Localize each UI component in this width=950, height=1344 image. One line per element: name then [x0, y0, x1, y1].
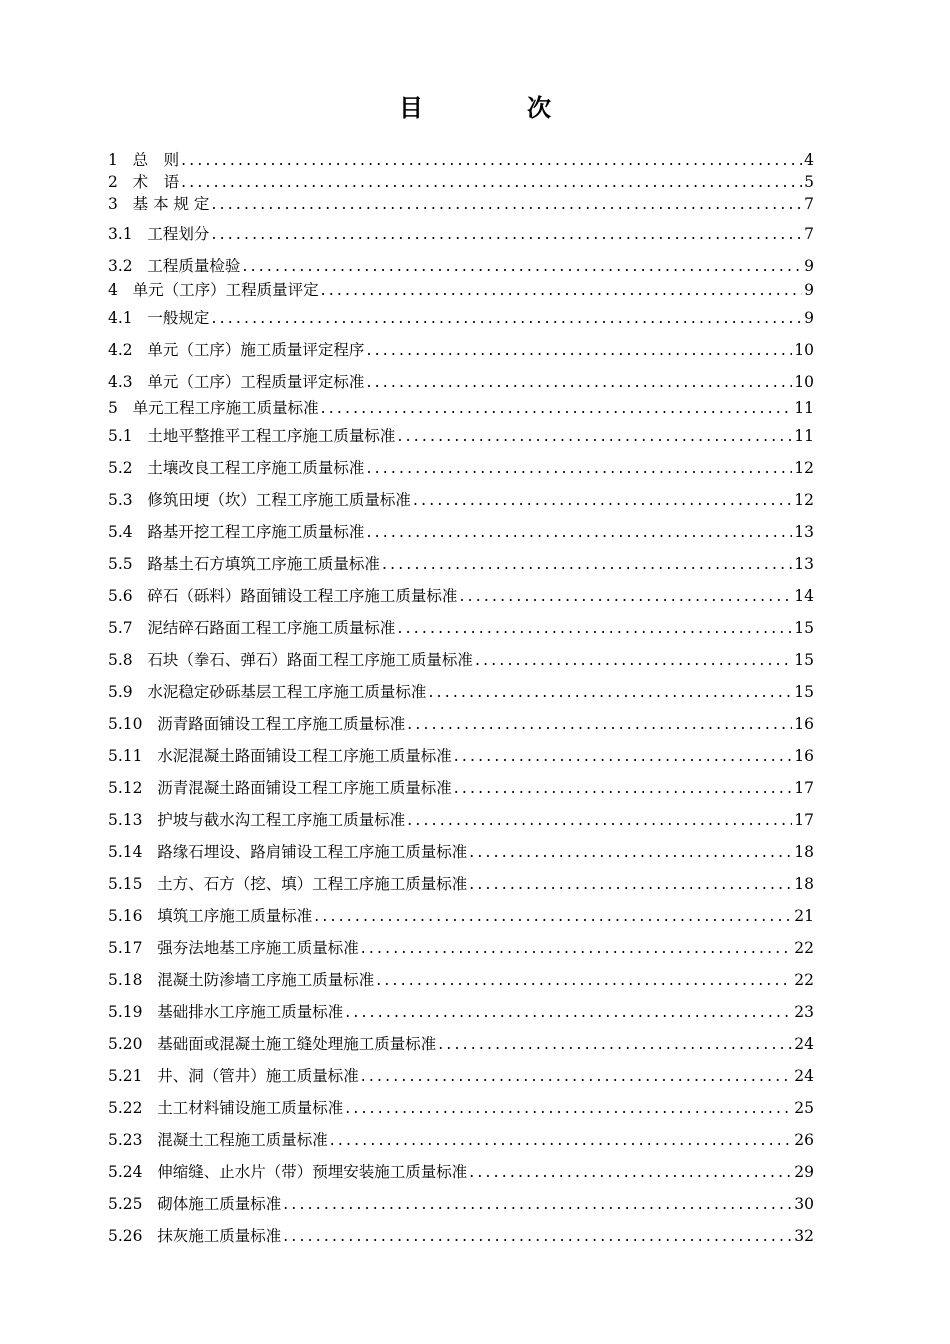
toc-dot-leader [366, 458, 792, 478]
toc-dot-leader [366, 340, 792, 360]
toc-entry-page: 15 [794, 683, 814, 701]
toc-entry-label: 1 总 则 [108, 151, 180, 169]
toc-entry-label: 5.17 强夯法地基工序施工质量标准 [108, 939, 359, 957]
toc-entry[interactable] [108, 744, 814, 766]
toc-entry-page: 24 [794, 1035, 814, 1053]
toc-dot-leader [330, 1130, 792, 1150]
toc-entry-label: 5.13 护坡与截水沟工程工序施工质量标准 [108, 811, 406, 829]
toc-entry[interactable] [108, 616, 814, 638]
page-title: 目 次 [399, 93, 591, 122]
toc-entry-label: 4.3 单元（工序）工程质量评定标准 [108, 373, 365, 391]
toc-entry-label: 3 基 本 规 定 [108, 195, 210, 213]
toc-entry-page: 25 [794, 1099, 814, 1117]
toc-entry[interactable] [108, 520, 814, 542]
toc-entry-label: 5.15 土方、石方（挖、填）工程工序施工质量标准 [108, 875, 468, 893]
toc-entry-page: 21 [794, 907, 814, 925]
toc-entry-label: 5.1 土地平整推平工程工序施工质量标准 [108, 427, 396, 445]
toc-entry-label: 5.24 伸缩缝、止水片（带）预埋安装施工质量标准 [108, 1163, 468, 1181]
toc-dot-leader [469, 842, 792, 862]
toc-entry[interactable] [108, 840, 814, 862]
toc-entry-page: 13 [794, 523, 814, 541]
toc-entry-label: 5.8 石块（拳石、弹石）路面工程工序施工质量标准 [108, 651, 473, 669]
toc-entry-label: 5.26 抹灰施工质量标准 [108, 1227, 282, 1245]
toc-entry-label: 5.9 水泥稳定砂砾基层工程工序施工质量标准 [108, 683, 427, 701]
toc-entry-label: 5.3 修筑田埂（坎）工程工序施工质量标准 [108, 491, 411, 509]
toc-entry-page: 13 [794, 555, 814, 573]
toc-entry[interactable] [108, 904, 814, 926]
toc-entry-page: 17 [794, 811, 814, 829]
toc-entry[interactable] [108, 370, 814, 392]
toc-dot-leader [397, 426, 792, 446]
toc-entry[interactable] [108, 148, 814, 170]
toc-entry[interactable] [108, 456, 814, 478]
toc-dot-leader [211, 224, 802, 244]
toc-entry-label: 2 术 语 [108, 173, 180, 191]
toc-entry[interactable] [108, 968, 814, 990]
toc-dot-leader [345, 1002, 792, 1022]
toc-entry-page: 12 [794, 459, 814, 477]
toc-dot-leader [242, 256, 802, 276]
toc-dot-leader [366, 522, 792, 542]
toc-entry-page: 9 [804, 281, 814, 299]
toc-entry-label: 5.16 填筑工序施工质量标准 [108, 907, 313, 925]
toc-entry[interactable] [108, 648, 814, 670]
toc-entry-label: 4.1 一般规定 [108, 309, 210, 327]
toc-entry-label: 5.18 混凝土防渗墙工序施工质量标准 [108, 971, 375, 989]
toc-entry-label: 5.22 土工材料铺设施工质量标准 [108, 1099, 344, 1117]
toc-dot-leader [469, 874, 792, 894]
toc-entry-page: 32 [794, 1227, 814, 1245]
toc-entry[interactable] [108, 170, 814, 192]
toc-entry-label: 5.4 路基开挖工程工序施工质量标准 [108, 523, 365, 541]
toc-dot-leader [181, 150, 802, 170]
toc-dot-leader [438, 1034, 792, 1054]
toc-dot-leader [366, 372, 792, 392]
toc-entry-label: 5.10 沥青路面铺设工程工序施工质量标准 [108, 715, 406, 733]
toc-entry-label: 5.2 土壤改良工程工序施工质量标准 [108, 459, 365, 477]
toc-dot-leader [413, 490, 792, 510]
toc-entry-page: 30 [794, 1195, 814, 1213]
toc-entry-label: 5.25 砌体施工质量标准 [108, 1195, 282, 1213]
toc-entry[interactable] [108, 1000, 814, 1022]
toc-entry[interactable] [108, 680, 814, 702]
toc-dot-leader [397, 618, 792, 638]
toc-entry-page: 18 [794, 875, 814, 893]
toc-entry[interactable] [108, 584, 814, 606]
toc-entry-page: 22 [794, 971, 814, 989]
toc-entry-label: 5.5 路基土石方填筑工序施工质量标准 [108, 555, 380, 573]
toc-entry-label: 5.23 混凝土工程施工质量标准 [108, 1131, 328, 1149]
toc-entry-label: 4.2 单元（工序）施工质量评定程序 [108, 341, 365, 359]
toc-dot-leader [454, 746, 792, 766]
toc-entry[interactable] [108, 306, 814, 328]
toc-dot-leader [407, 810, 792, 830]
toc-entry[interactable] [108, 338, 814, 360]
toc-entry-page: 18 [794, 843, 814, 861]
toc-entry-page: 26 [794, 1131, 814, 1149]
toc-entry-label: 3.1 工程划分 [108, 225, 210, 243]
toc-entry-page: 17 [794, 779, 814, 797]
toc-entry-page: 10 [794, 373, 814, 391]
toc-entry[interactable] [108, 776, 814, 798]
toc-entry[interactable] [108, 278, 814, 300]
toc-entry-label: 5.11 水泥混凝土路面铺设工程工序施工质量标准 [108, 747, 452, 765]
toc-entry-label: 5.7 泥结碎石路面工程工序施工质量标准 [108, 619, 396, 637]
toc-entry[interactable] [108, 872, 814, 894]
toc-entry-page: 14 [794, 587, 814, 605]
toc-entry[interactable] [108, 1032, 814, 1054]
toc-entry[interactable] [108, 488, 814, 510]
toc-entry[interactable] [108, 1096, 814, 1118]
toc-entry[interactable] [108, 936, 814, 958]
toc-entry-label: 5.20 基础面或混凝土施工缝处理施工质量标准 [108, 1035, 437, 1053]
toc-entry-page: 9 [804, 309, 814, 327]
toc-dot-leader [211, 308, 802, 328]
toc-entry-label: 4 单元（工序）工程质量评定 [108, 281, 319, 299]
toc-dot-leader [454, 778, 792, 798]
toc-entry-page: 10 [794, 341, 814, 359]
toc-entry-label: 5.19 基础排水工序施工质量标准 [108, 1003, 344, 1021]
toc-dot-leader [181, 172, 802, 192]
toc-dot-leader [314, 906, 792, 926]
toc-dot-leader [407, 714, 792, 734]
toc-entry-page: 23 [794, 1003, 814, 1021]
toc-entry-page: 22 [794, 939, 814, 957]
toc-entry-label: 5.14 路缘石埋设、路肩铺设工程工序施工质量标准 [108, 843, 468, 861]
toc-dot-leader [211, 194, 802, 214]
toc-entry-page: 16 [794, 747, 814, 765]
toc-dot-leader [361, 938, 792, 958]
toc-entry-page: 11 [794, 399, 814, 417]
toc-entry[interactable] [108, 712, 814, 734]
toc-entry-page: 29 [794, 1163, 814, 1181]
toc-entry-page: 5 [804, 173, 814, 191]
toc-dot-leader [283, 1226, 792, 1246]
toc-entry[interactable] [108, 552, 814, 574]
toc-dot-leader [345, 1098, 792, 1118]
toc-entry[interactable] [108, 1224, 814, 1246]
toc-dot-leader [428, 682, 792, 702]
toc-entry-page: 24 [794, 1067, 814, 1085]
toc-entry[interactable] [108, 396, 814, 418]
toc-entry[interactable] [108, 1128, 814, 1150]
toc-dot-leader [475, 650, 792, 670]
toc-entry-page: 15 [794, 651, 814, 669]
toc-entry[interactable] [108, 222, 814, 244]
toc-entry-page: 9 [804, 257, 814, 275]
toc-entry-page: 7 [804, 225, 814, 243]
toc-entry-page: 16 [794, 715, 814, 733]
toc-entry-page: 4 [804, 151, 814, 169]
toc-entry[interactable] [108, 192, 814, 214]
toc-entry[interactable] [108, 254, 814, 276]
toc-dot-leader [459, 586, 792, 606]
toc-entry[interactable] [108, 808, 814, 830]
toc-entry-page: 12 [794, 491, 814, 509]
toc-dot-leader [321, 280, 802, 300]
toc-entry-label: 3.2 工程质量检验 [108, 257, 241, 275]
toc-entry-label: 5.21 井、洞（管井）施工质量标准 [108, 1067, 359, 1085]
toc-entry-page: 7 [804, 195, 814, 213]
toc-entry-label: 5 单元工程工序施工质量标准 [108, 399, 319, 417]
toc-entry[interactable] [108, 1064, 814, 1086]
toc-entry[interactable] [108, 1160, 814, 1182]
toc-entry-page: 11 [794, 427, 814, 445]
toc-entry-label: 5.6 碎石（砾料）路面铺设工程工序施工质量标准 [108, 587, 458, 605]
toc-dot-leader [382, 554, 792, 574]
toc-dot-leader [321, 398, 793, 418]
toc-dot-leader [376, 970, 792, 990]
toc-entry[interactable] [108, 424, 814, 446]
toc-dot-leader [469, 1162, 792, 1182]
toc-dot-leader [361, 1066, 792, 1086]
toc-entry[interactable] [108, 1192, 814, 1214]
toc-entry-label: 5.12 沥青混凝土路面铺设工程工序施工质量标准 [108, 779, 452, 797]
toc-dot-leader [283, 1194, 792, 1214]
toc-entry-page: 15 [794, 619, 814, 637]
